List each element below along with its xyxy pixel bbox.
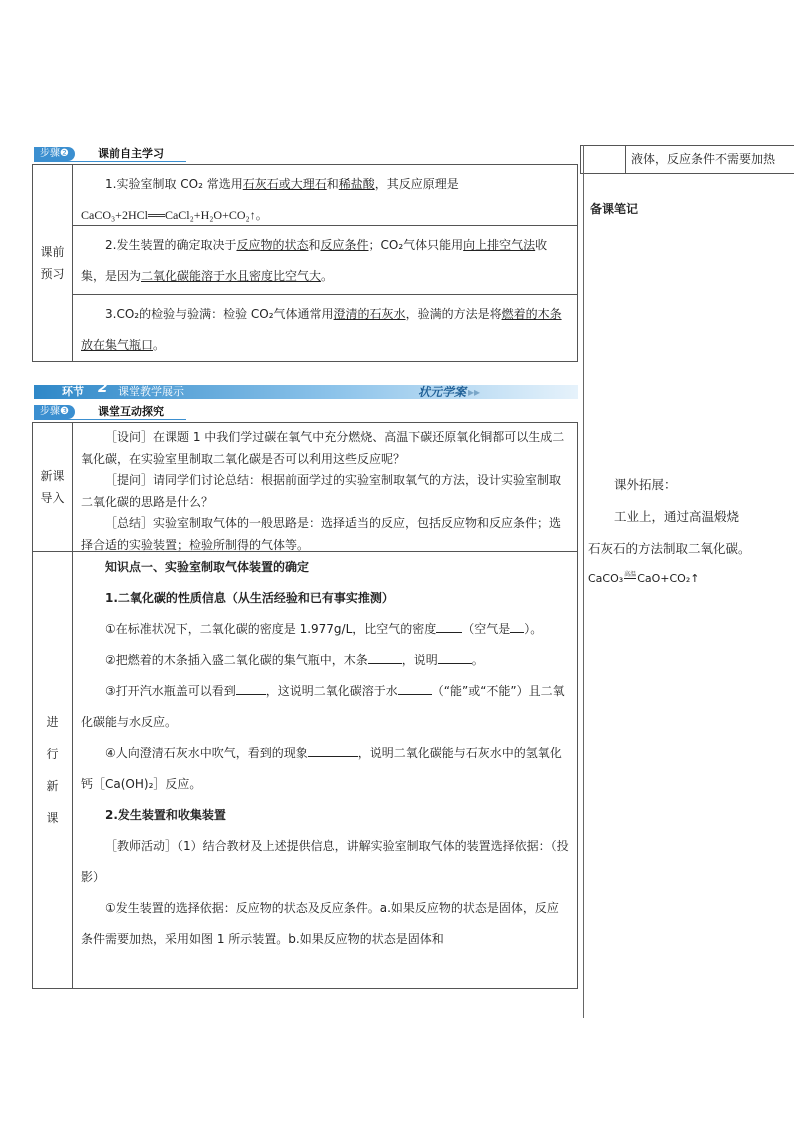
p2-post: 。 — [321, 269, 334, 283]
p2-mid3: 收集，是因为 — [81, 238, 548, 283]
q2-text-a: ②把燃着的木条插入盛二氧化碳的集气瓶中，木条 — [105, 653, 368, 667]
q2-text-b: ，说明 — [401, 653, 438, 667]
knowledge-point-1: 知识点一、实验室制取气体装置的确定 — [105, 560, 310, 574]
q4-blank-1[interactable] — [308, 744, 358, 757]
q2-blank-2[interactable] — [438, 651, 472, 664]
brand-arrows-icon: ▸▸ — [468, 385, 481, 399]
extension-equation — [588, 569, 699, 585]
question-1 — [81, 614, 569, 645]
preview-table — [32, 164, 578, 362]
lesson-side-label — [33, 552, 73, 988]
intro-content — [73, 423, 577, 551]
p1-u2: 稀盐酸 — [338, 177, 375, 191]
lesson-table — [32, 422, 578, 989]
p1-pre: 1.实验室制取 CO₂ 常选用 — [105, 177, 243, 191]
sidebar-divider — [583, 145, 584, 1018]
eq-right: CaO+CO₂↑ — [637, 572, 700, 585]
q4-text-b: ，说明二氧化碳能与石灰水中的氢氧化钙［Ca(OH)₂］反应。 — [81, 746, 562, 791]
section-banner — [34, 385, 578, 399]
p2-u4: 二氧化碳能溶于水且密度比空气大 — [141, 269, 322, 283]
p2-u2: 反应条件 — [320, 238, 369, 252]
notes-title: 备课笔记 — [590, 202, 639, 216]
step2-title: 课前自主学习 — [98, 147, 164, 160]
lesson-side-text: 进行新课 — [46, 715, 59, 825]
teacher-activity: ［教师活动］（1）结合教材及上述提供信息，讲解实验室制取气体的装置选择依据：（投影） — [81, 839, 569, 884]
brand-text: 状元学案 — [418, 385, 467, 399]
q2-text-c: 。 — [471, 653, 484, 667]
q1-text-c: ）。 — [524, 622, 543, 636]
eq-condition: 高温 — [624, 571, 637, 578]
extension-title: 课外拓展： — [614, 477, 677, 492]
q3-blank-2[interactable] — [398, 682, 432, 695]
eq-left: CaCO₃ — [588, 572, 624, 585]
intro-summary: ［总结］实验室制取气体的一般思路是：选择适当的反应，包括反应物和反应条件；选择合适的实验装置；检验所制得的气体等。 — [81, 516, 562, 552]
intro-question: ［设问］在课题 1 中我们学过碳在氧气中充分燃烧、高温下碳还原氧化铜都可以生成二氧化碳，在实验室里制取二氧化碳是否可以利用这些反应呢？ — [81, 430, 565, 466]
p1-u1: 石灰石或大理石 — [242, 177, 327, 191]
p2-mid2: ；CO₂气体只能用 — [368, 238, 464, 252]
p1-mid: 和 — [326, 177, 339, 191]
p1-equation: CaCO₃+2HCl══CaCl₂+H₂O+CO₂↑。 — [81, 208, 268, 222]
section-number: 2 — [98, 380, 108, 396]
heading-apparatus: 2.发生装置和收集装置 — [105, 808, 226, 822]
q1-text-a: ①在标准状况下，二氧化碳的密度是 1.977g/L，比空气的密度 — [105, 622, 437, 636]
q1-blank-1[interactable] — [436, 620, 462, 633]
sidebar-top-empty-cell — [581, 146, 626, 173]
p3-post: 。 — [153, 338, 166, 352]
sidebar-top-table — [580, 145, 794, 174]
brand-logo — [418, 384, 480, 400]
step3-badge: 步骤❸ — [34, 405, 75, 419]
q1-blank-2[interactable] — [510, 620, 524, 633]
question-4 — [81, 738, 569, 800]
p3-u1: 澄清的石灰水 — [333, 307, 406, 321]
lesson-row — [33, 551, 577, 988]
q3-text-a: ③打开汽水瓶盖可以看到 — [105, 684, 236, 698]
q1-text-b: （空气是 — [462, 622, 511, 636]
p3-mid: ，验满的方法是将 — [405, 307, 502, 321]
step2-underline — [34, 161, 186, 162]
question-3 — [81, 676, 569, 738]
q3-blank-1[interactable] — [236, 682, 266, 695]
intro-side-label — [33, 423, 73, 551]
step2-badge: 步骤❷ — [34, 147, 75, 161]
p3-pre: 3.CO₂的检验与验满：检验 CO₂气体通常用 — [105, 307, 334, 321]
step3-title: 课堂互动探究 — [98, 405, 164, 418]
lesson-content — [73, 552, 577, 988]
p2-pre: 2.发生装置的确定取决于 — [105, 238, 237, 252]
p1-post: ，其反应原理是 — [374, 177, 459, 191]
heading-co2-properties: 1.二氧化碳的性质信息（从生活经验和已有事实推测） — [105, 591, 394, 605]
p2-u3: 向上排空气法 — [463, 238, 536, 252]
preview-item-1 — [73, 165, 577, 225]
extension-text-1: 工业上，通过高温煅烧 — [614, 509, 740, 524]
intro-row — [33, 423, 577, 551]
sidebar-top-cell: 液体，反应条件不需要加热 — [631, 152, 776, 166]
p3-u2: 燃着的木条放在集气瓶口 — [81, 307, 562, 352]
q3-text-b: ，这说明二氧化碳溶于水 — [265, 684, 398, 698]
section-title: 课堂教学展示 — [118, 385, 184, 398]
question-2 — [81, 645, 569, 676]
q4-text-a: ④人向澄清石灰水中吹气，看到的现象 — [105, 746, 308, 760]
extension-text-2: 石灰石的方法制取二氧化碳。 — [588, 541, 751, 556]
intro-prompt: ［提问］请同学们讨论总结：根据前面学过的实验室制取氧气的方法，设计实验室制取二氧化碳的思路是什么？ — [81, 473, 562, 509]
preview-item-3 — [73, 294, 577, 363]
apparatus-criteria: ①发生装置的选择依据：反应物的状态及反应条件。a.如果反应物的状态是固体，反应条件需要加热，采用如图 1 所示装置。b.如果反应物的状态是固体和 — [81, 901, 559, 946]
preview-item-2 — [73, 225, 577, 294]
preview-side-text: 课前预习 — [40, 245, 65, 281]
q3-text-c: （“能”或“不能”）且二氧化碳能与水反应。 — [81, 684, 565, 729]
q2-blank-1[interactable] — [368, 651, 402, 664]
step3-underline — [34, 419, 186, 420]
section-huanjie: 环节 — [62, 385, 84, 398]
p2-u1: 反应物的状态 — [236, 238, 309, 252]
p2-mid1: 和 — [308, 238, 321, 252]
preview-side-label — [33, 165, 73, 361]
intro-side-text: 新课导入 — [40, 469, 65, 505]
